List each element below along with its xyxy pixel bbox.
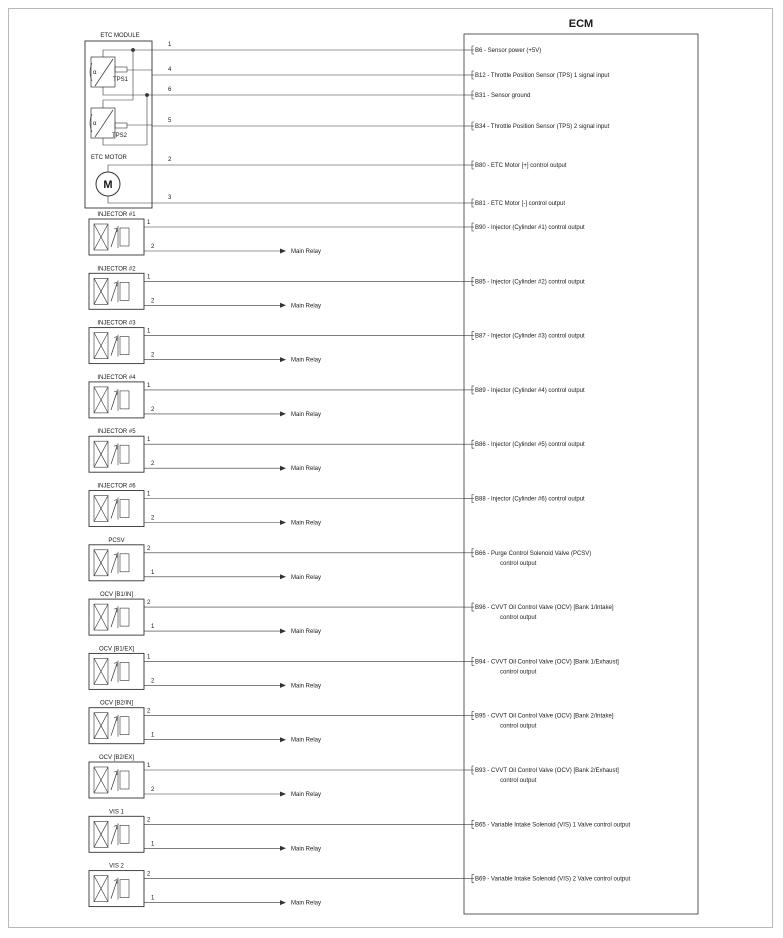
etc-motor [91, 155, 152, 203]
wire-pin-number: 2 [151, 678, 155, 685]
component-label: INJECTOR #3 [97, 320, 136, 327]
component-label: VIS 2 [109, 863, 124, 870]
wire-pin-number: 2 [151, 787, 155, 793]
main-relay-label: Main Relay [291, 466, 322, 473]
component-label: OCV [B2/IN] [99, 700, 134, 707]
main-relay-label: Main Relay [291, 411, 322, 418]
wire-pin-number: 1 [147, 220, 151, 226]
wire-pin-number: 6 [168, 87, 172, 93]
component-label: INJECTOR #6 [97, 483, 136, 490]
wire-pin-number: 1 [147, 274, 151, 281]
ecm-pin-b69-text: B69 - Variable Intake Solenoid (VIS) 2 Valve control output [475, 876, 631, 883]
wire-pin-number: 2 [147, 600, 151, 607]
ecm-pin-b31-text: B31 - Sensor ground [475, 93, 531, 99]
component-label: PCSV [108, 537, 125, 544]
component-vis-2 [89, 864, 631, 907]
etc-motor-label: ETC MOTOR [91, 155, 127, 161]
component-label: INJECTOR #5 [97, 429, 136, 436]
wire-pin-number: 4 [168, 67, 172, 73]
main-relay-label: Main Relay [291, 846, 322, 853]
main-relay-label: Main Relay [291, 629, 322, 636]
wire-pin-number: 1 [151, 569, 155, 576]
ecm-pin-b93-text: B93 - CVVT Oil Control Valve (OCV) [Bank 2/Exhaust] [475, 768, 619, 774]
ecm-pin-b80-text: B80 - ETC Motor [+] control output [475, 163, 567, 169]
main-relay-label: Main Relay [291, 737, 322, 744]
wire-pin-number: 1 [151, 895, 155, 902]
component-label: OCV [B1/IN] [99, 592, 134, 599]
ecm-pin-b95-text-line2: control output [500, 723, 537, 730]
wire-pin-number: 5 [168, 118, 172, 124]
wire-pin-number: 2 [151, 352, 155, 359]
wire-pin-number: 2 [151, 515, 155, 522]
component-label: OCV [B2/EX] [98, 755, 135, 761]
ecm-pin-b90-text: B90 - Injector (Cylinder #1) control output [475, 225, 585, 231]
component-injector-5 [89, 429, 585, 472]
component-pcsv [89, 538, 591, 581]
wire-pin-number: 2 [151, 406, 155, 413]
ecm-pin-b65-text: B65 - Variable Intake Solenoid (VIS) 1 Valve control output [475, 822, 631, 829]
ecm-pin-b96-text-line2: control output [500, 615, 537, 622]
connection-etc-motor-minus [152, 195, 565, 207]
ecm-pin-b81-text: B81 - ETC Motor [-] control output [475, 201, 566, 207]
wire-pin-number: 2 [151, 461, 155, 468]
component-injector-1 [89, 212, 585, 255]
wire-pin-number: 1 [147, 654, 151, 661]
wire-pin-number: 1 [168, 42, 172, 48]
component-injector-2 [89, 266, 585, 309]
wire-pin-number: 3 [168, 195, 172, 201]
main-relay-label: Main Relay [291, 900, 322, 907]
ecm-pin-b6-text: B6 - Sensor power (+5V) [475, 48, 542, 54]
component-list [89, 212, 631, 907]
tps2-sensor [90, 108, 128, 139]
connection-sensor-power [152, 42, 541, 54]
main-relay-label: Main Relay [291, 249, 322, 255]
ecm-pin-b34-text: B34 - Throttle Position Sensor (TPS) 2 signal input [475, 124, 610, 130]
ecm-pin-b85-text: B85 - Injector (Cylinder #2) control output [475, 279, 585, 286]
svg-text:α: α [93, 121, 97, 127]
tps2-label: TPS2 [112, 133, 128, 139]
component-ocv-b2-ex [89, 755, 619, 798]
wire-pin-number: 2 [147, 708, 151, 715]
component-label: VIS 1 [109, 809, 124, 816]
wire-pin-number: 1 [151, 732, 155, 739]
ecm-pin-b96-text: B96 - CVVT Oil Control Valve (OCV) [Bank 1/Intake] [475, 605, 614, 612]
wire-pin-number: 1 [147, 328, 151, 335]
wire-pin-number: 2 [147, 545, 151, 552]
wire-pin-number: 2 [151, 298, 155, 305]
ecm-pin-b87-text: B87 - Injector (Cylinder #3) control output [475, 333, 585, 340]
ecm-pin-b88-text: B88 - Injector (Cylinder #6) control output [475, 496, 585, 503]
component-label: INJECTOR #2 [97, 266, 136, 273]
main-relay-label: Main Relay [291, 303, 322, 310]
ecm-pin-b95-text: B95 - CVVT Oil Control Valve (OCV) [Bank 2/Intake] [475, 713, 614, 720]
wire-pin-number: 2 [151, 244, 155, 250]
main-relay-label: Main Relay [291, 574, 322, 581]
wire-pin-number: 1 [151, 624, 155, 631]
wire-pin-number: 1 [151, 841, 155, 848]
wire-pin-number: 1 [147, 491, 151, 498]
main-relay-label: Main Relay [291, 683, 322, 690]
etc-wires [152, 42, 610, 207]
wire-pin-number: 2 [147, 871, 151, 878]
connection-etc-motor-plus [152, 157, 567, 169]
main-relay-label: Main Relay [291, 792, 322, 798]
wire-pin-number: 1 [147, 763, 151, 769]
motor-m-symbol: M [103, 179, 113, 191]
ecm-pin-b93-text-line2: control output [500, 778, 537, 784]
ecm-pin-b66-text: B66 - Purge Control Solenoid Valve (PCSV) [475, 550, 592, 557]
ecm-pin-b94-text-line2: control output [500, 669, 537, 676]
main-relay-label: Main Relay [291, 520, 322, 527]
ecm-pin-b12-text: B12 - Throttle Position Sensor (TPS) 1 signal input [475, 73, 610, 79]
component-ocv-b1-ex [89, 646, 619, 689]
component-injector-4 [89, 375, 585, 418]
connection-sensor-ground [152, 87, 530, 99]
etc-module [85, 33, 152, 208]
wire-pin-number: 2 [147, 817, 151, 824]
component-label: INJECTOR #4 [97, 374, 136, 381]
wire-pin-number: 2 [168, 157, 172, 163]
ecm-title: ECM [568, 18, 594, 30]
wire-pin-number: 1 [147, 382, 151, 389]
component-label: INJECTOR #1 [97, 212, 136, 218]
connection-tps1-signal [152, 67, 610, 79]
ecm-pin-b89-text: B89 - Injector (Cylinder #4) control output [475, 387, 585, 394]
main-relay-label: Main Relay [291, 357, 322, 364]
component-injector-6 [89, 484, 585, 527]
component-injector-3 [89, 321, 585, 364]
ecm-pin-b66-text-line2: control output [500, 560, 537, 567]
wire-pin-number: 1 [147, 437, 151, 444]
ecm-pin-b94-text: B94 - CVVT Oil Control Valve (OCV) [Bank 1/Exhaust] [475, 659, 619, 666]
etc-module-label: ETC MODULE [100, 33, 140, 39]
component-ocv-b2-in [89, 701, 614, 744]
component-vis-1 [89, 809, 631, 852]
component-ocv-b1-in [89, 592, 614, 635]
component-label: OCV [B1/EX] [98, 646, 135, 653]
tps1-label: TPS1 [113, 77, 129, 83]
svg-text:α: α [93, 70, 97, 76]
tps1-sensor [90, 57, 129, 87]
ecm-pin-b86-text: B86 - Injector (Cylinder #5) control output [475, 442, 585, 449]
connection-tps2-signal [152, 118, 610, 130]
